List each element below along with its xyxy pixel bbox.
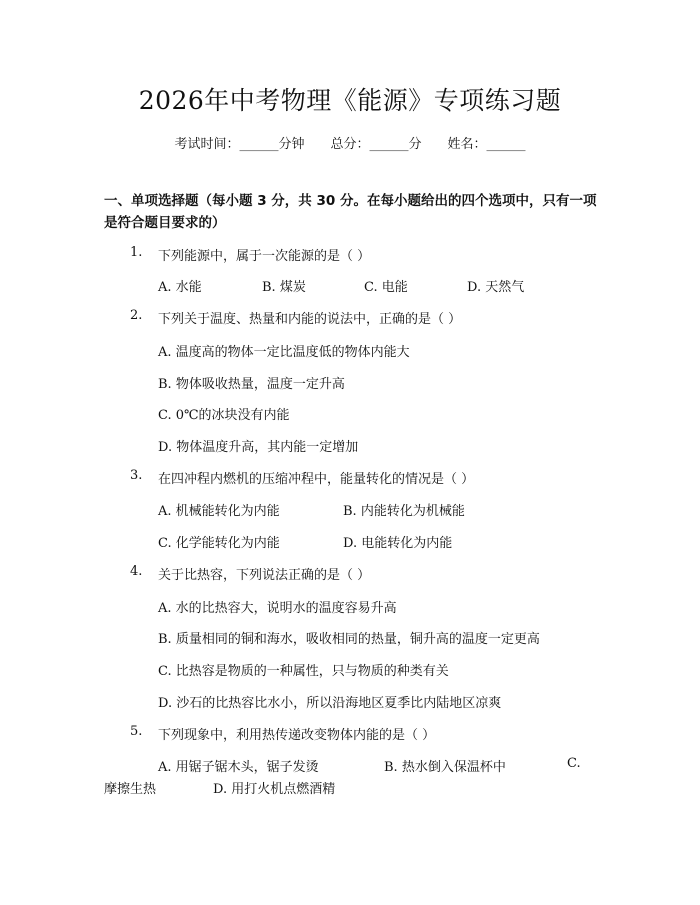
option: D. 天然气 [467,280,525,295]
question-text: 在四冲程内燃机的压缩冲程中，能量转化的情况是（ ） [158,472,475,487]
option: A. 温度高的物体一定比温度低的物体内能大 [158,345,410,360]
question-number: 1. [130,245,143,260]
question-number: 3. [130,468,143,483]
option: B. 内能转化为机械能 [343,504,465,519]
option: A. 用锯子锯木头，锯子发烫 [158,760,319,775]
exam-time-field: 考试时间：______分钟 [174,137,305,152]
option: C. 0℃的冰块没有内能 [158,408,290,423]
question-number: 4. [130,564,143,579]
section-heading: 一、单项选择题（每小题 3 分，共 30 分。在每小题给出的四个选项中，只有一项是符合题目要求的） [104,193,597,231]
question-text: 下列现象中，利用热传递改变物体内能的是（ ） [158,728,436,743]
option: B. 热水倒入保温杯中 [384,760,506,775]
question-number: 2. [130,308,143,323]
total-score-field: 总分：______分 [330,137,422,152]
option: D. 物体温度升高，其内能一定增加 [158,440,359,455]
option: A. 水能 [158,280,202,295]
question-text: 关于比热容，下列说法正确的是（ ） [158,568,371,583]
option: D. 电能转化为内能 [343,536,453,551]
option: C. 比热容是物质的一种属性，只与物质的种类有关 [158,664,449,679]
question-text: 下列关于温度、热量和内能的说法中，正确的是（ ） [158,312,462,327]
option: A. 水的比热容大，说明水的温度容易升高 [158,601,397,616]
option: D. 用打火机点燃酒精 [213,782,336,797]
option: 摩擦生热 [104,782,157,797]
student-name-field: 姓名：______ [447,137,526,152]
option: B. 物体吸收热量，温度一定升高 [158,377,345,392]
option: C. 电能 [364,280,408,295]
exam-info-row [0,133,700,152]
option: D. 沙石的比热容比水小，所以沿海地区夏季比内陆地区凉爽 [158,696,502,711]
page-title: 2026年中考物理《能源》专项练习题 [138,86,562,115]
option: C. [567,756,581,771]
option: B. 质量相同的铜和海水，吸收相同的热量，铜升高的温度一定更高 [158,632,540,647]
question-number: 5. [130,724,143,739]
option: A. 机械能转化为内能 [158,504,280,519]
option: C. 化学能转化为内能 [158,536,280,551]
question-text: 下列能源中，属于一次能源的是（ ） [158,249,371,264]
option: B. 煤炭 [262,280,306,295]
